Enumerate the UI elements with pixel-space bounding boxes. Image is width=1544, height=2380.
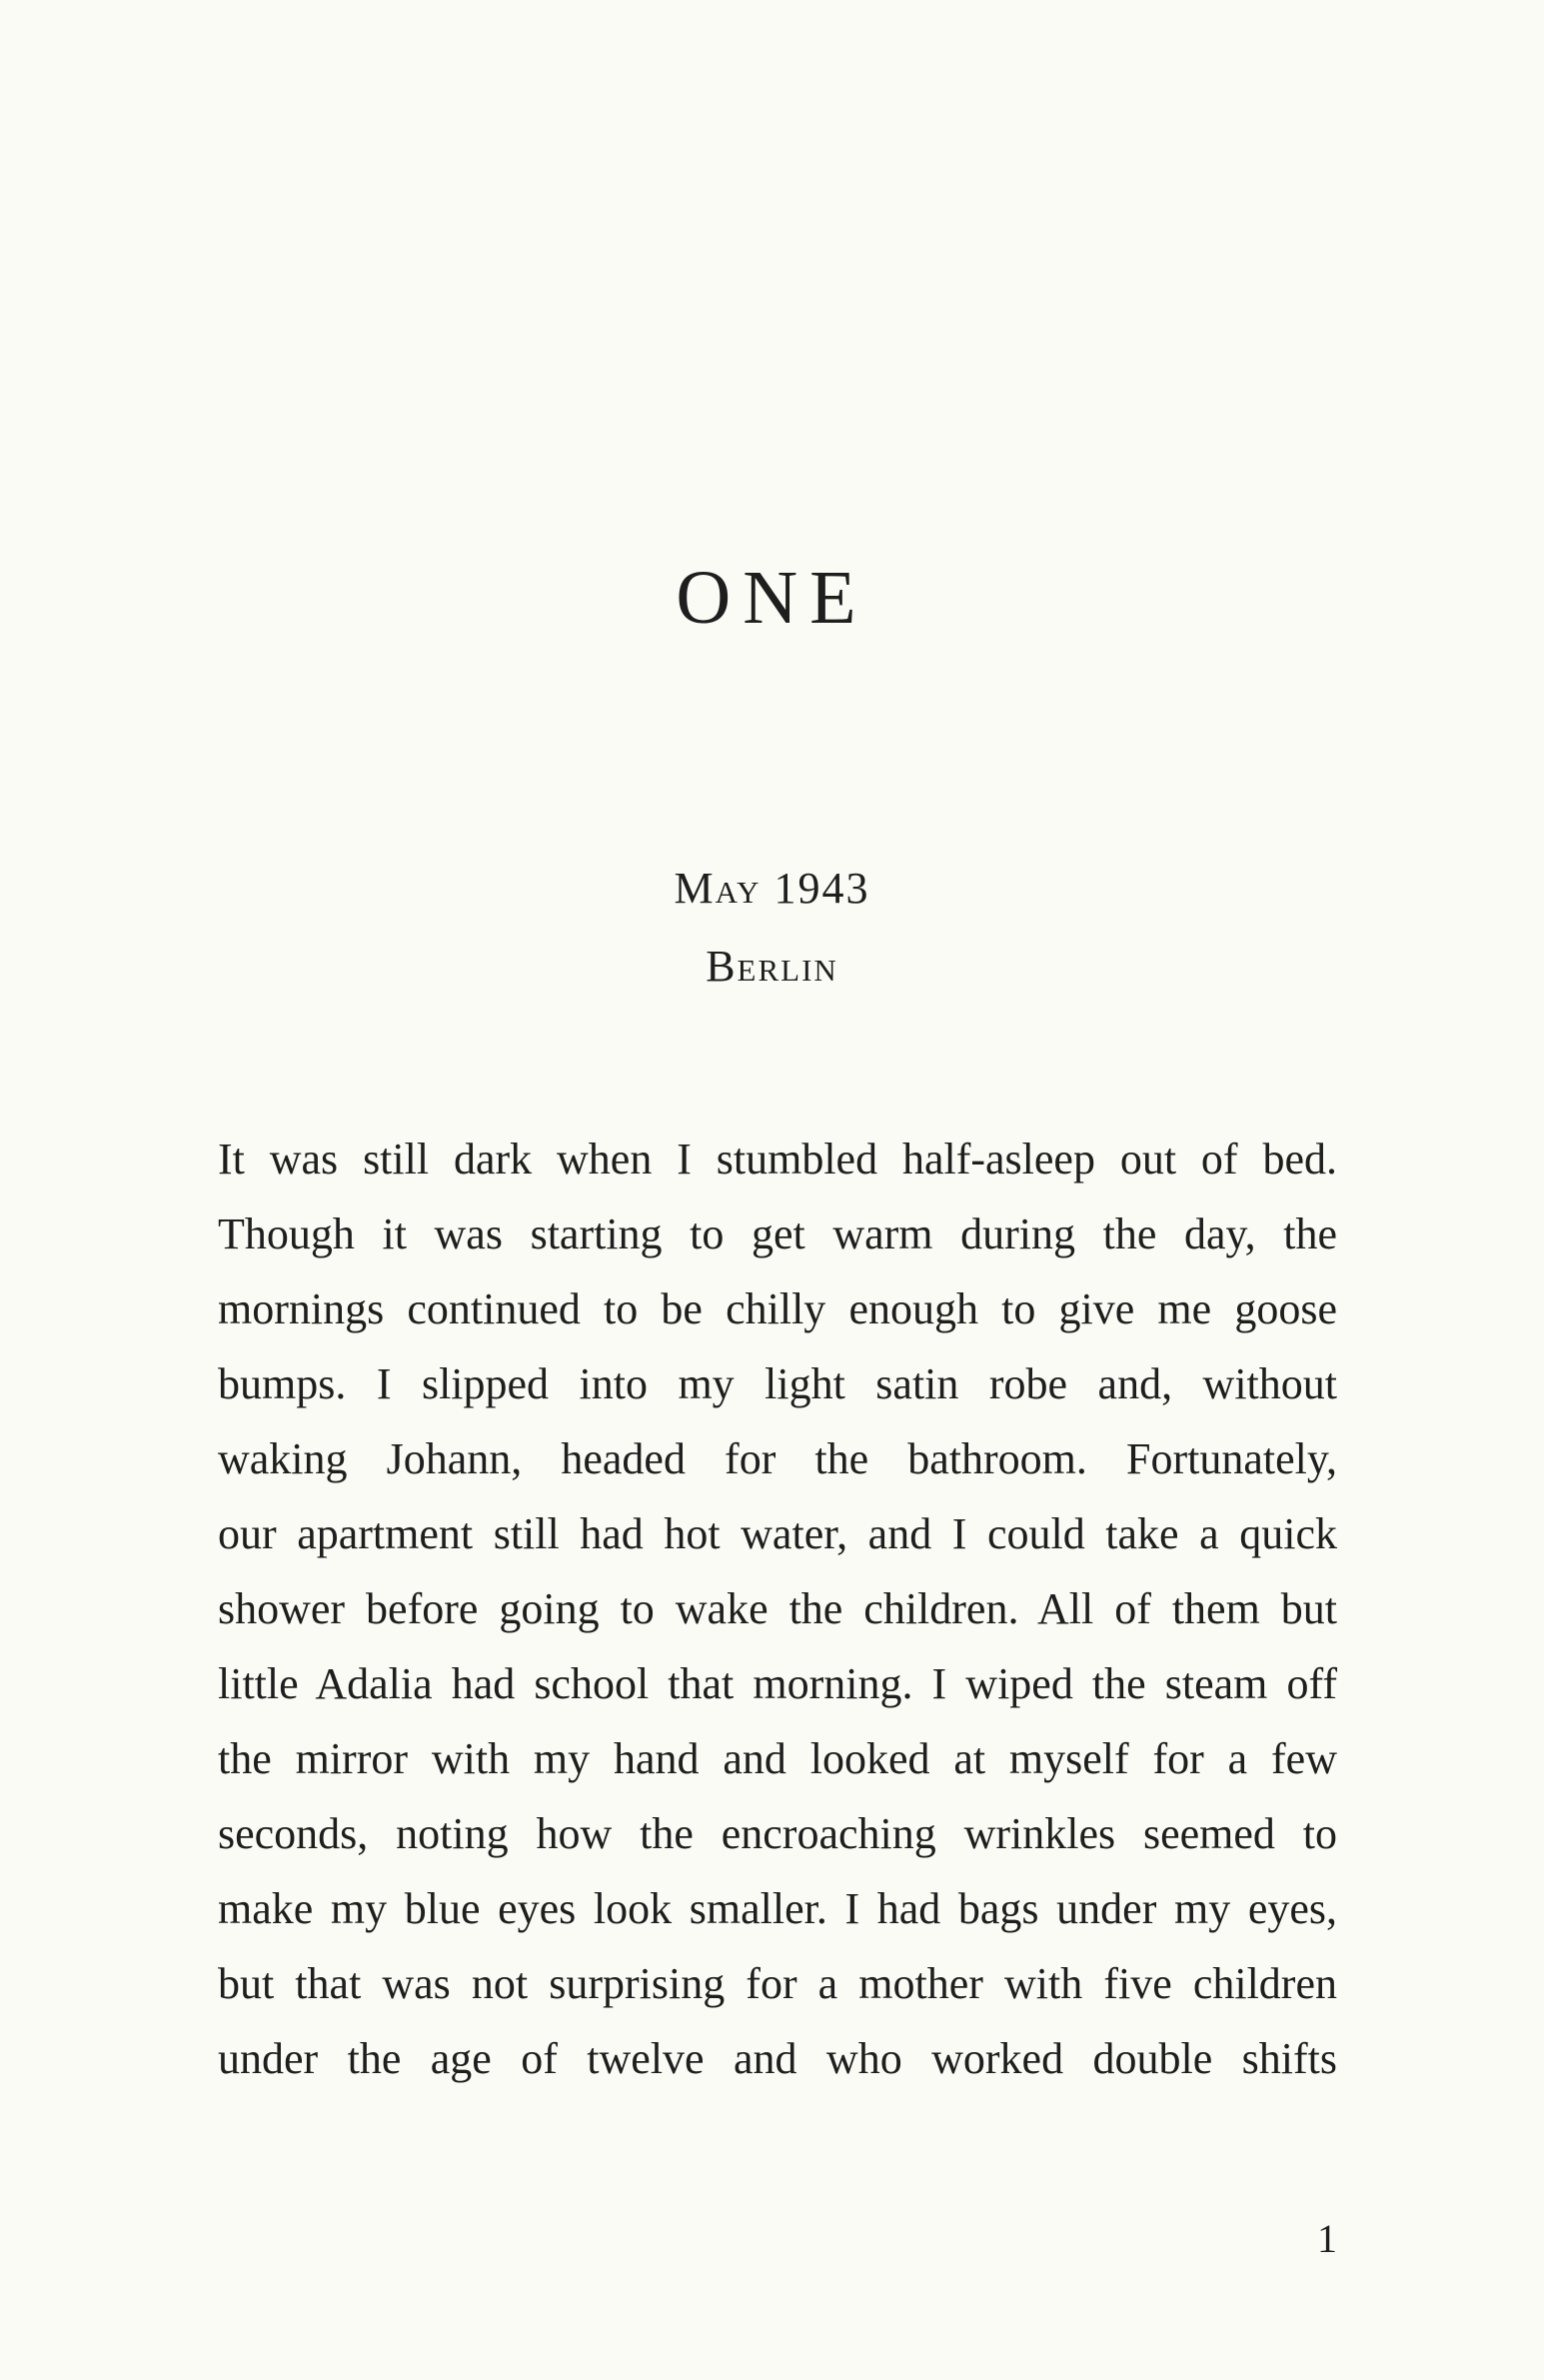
paragraph-line: waking Johann, headed for the bathroom. Fortunately, [218, 1434, 1337, 1483]
paragraph-line: make my blue eyes look smaller. I had bags under my eyes, [218, 1884, 1337, 1933]
paragraph-line: our apartment still had hot water, and I could take a quick [218, 1509, 1337, 1558]
paragraph-line: the mirror with my hand and looked at myself for a few [218, 1734, 1337, 1783]
paragraph-line: but that was not surprising for a mother with five children [218, 1959, 1337, 2008]
paragraph-line: shower before going to wake the children. All of them but [218, 1584, 1337, 1633]
paragraph-line: little Adalia had school that morning. I wiped the steam off [218, 1659, 1337, 1708]
paragraph-line: Though it was starting to get warm during the day, the [218, 1209, 1337, 1258]
chapter-dateline [0, 850, 1544, 1006]
chapter-body-paragraph [218, 1122, 1337, 2096]
paragraph-line: seconds, noting how the encroaching wrinkles seemed to [218, 1809, 1337, 1858]
paragraph-line: bumps. I slipped into my light satin robe and, without [218, 1359, 1337, 1408]
dateline-place: Berlin [706, 942, 838, 991]
page-number: 1 [1317, 2216, 1337, 2261]
dateline-date: May 1943 [674, 864, 870, 913]
paragraph-line: mornings continued to be chilly enough to give me goose [218, 1284, 1337, 1333]
paragraph-line: It was still dark when I stumbled half-asleep out of bed. [218, 1135, 1337, 1184]
chapter-title: ONE [676, 556, 868, 640]
paragraph-line: under the age of twelve and who worked double shifts [218, 2034, 1337, 2083]
